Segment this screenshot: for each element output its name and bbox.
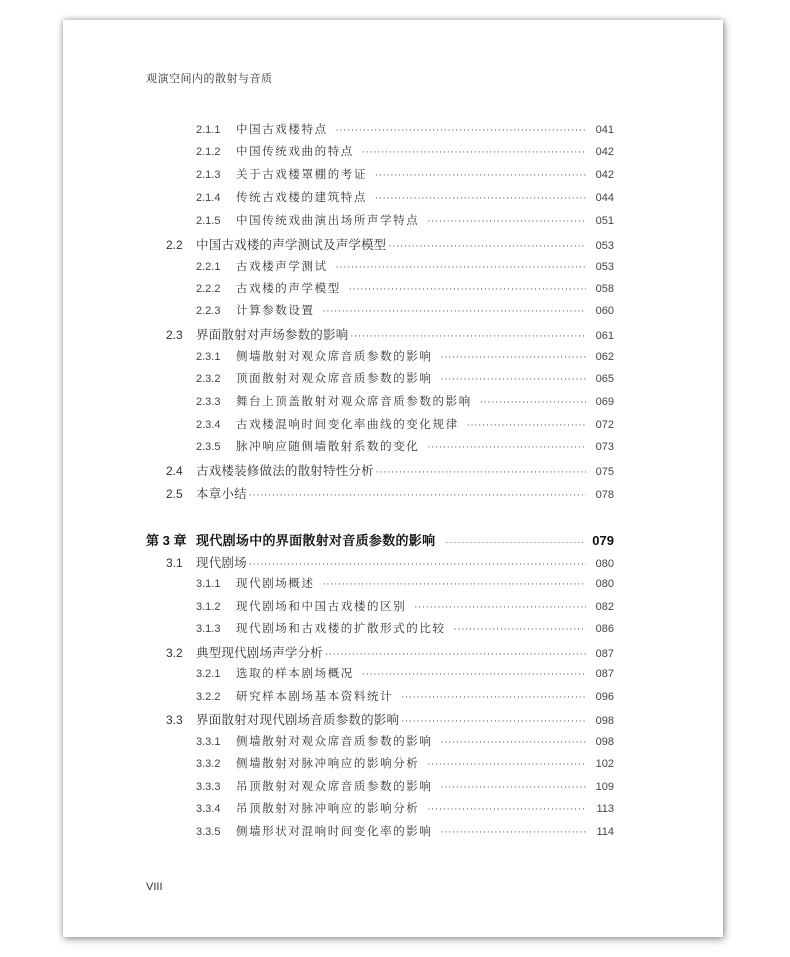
toc-entry-number: 2.3.1 (196, 351, 221, 363)
toc-section-entry[interactable] (166, 710, 614, 728)
toc-subsection-entry[interactable] (196, 665, 614, 681)
toc-subsection-entry[interactable] (196, 121, 614, 137)
toc-entry-title: 研究样本剧场基本资料统计 (236, 689, 394, 703)
toc-entry-title: 古戏楼声学测试 (236, 259, 328, 273)
toc-entry-page: 073 (595, 441, 614, 453)
toc-entry-page: 062 (595, 351, 614, 363)
running-head: 观演空间内的散射与音质 (146, 72, 273, 85)
toc-entry-page: 072 (595, 419, 614, 431)
dot-leader (323, 580, 586, 590)
toc-chapter-entry[interactable] (146, 530, 614, 549)
toc-entry-title: 关于古戏楼罩棚的考证 (236, 167, 367, 181)
toc-entry-number: 3.3.5 (196, 826, 221, 838)
toc-entry-title: 中国古戏楼的声学测试及声学模型 (196, 237, 387, 252)
toc-subsection-entry[interactable] (196, 688, 614, 704)
toc-entry-page: 078 (595, 489, 614, 501)
toc-entry-page: 113 (596, 803, 614, 815)
toc-entry-number: 3.1.3 (196, 623, 221, 635)
toc-entry-title: 古戏楼混响时间变化率曲线的变化规律 (236, 417, 459, 431)
dot-leader (454, 625, 586, 635)
toc-entry-title: 界面散射对声场参数的影响 (196, 327, 349, 342)
toc-entry-title: 现代剧场中的界面散射对音质参数的影响 (196, 533, 436, 548)
toc-entry-title: 计算参数设置 (236, 303, 315, 317)
toc-entry-number: 2.2.2 (196, 283, 221, 295)
toc-entry-title: 现代剧场 (196, 555, 247, 570)
toc-entry-page: 051 (595, 215, 614, 227)
toc-entry-number: 3.3.2 (196, 758, 221, 770)
toc-entry-title: 吊顶散射对观众席音质参数的影响 (236, 779, 433, 793)
toc-entry-page: 053 (595, 240, 614, 252)
toc-entry-number: 2.3 (166, 328, 183, 342)
toc-entry-number: 3.3.4 (196, 803, 221, 815)
dot-leader (441, 828, 587, 838)
toc-subsection-entry[interactable] (196, 302, 614, 318)
dot-leader (375, 171, 586, 181)
dot-leader (427, 443, 586, 453)
toc-entry-page: 087 (595, 668, 614, 680)
toc-entry-title: 现代剧场和中国古戏楼的区别 (236, 599, 407, 613)
toc-subsection-entry[interactable] (196, 212, 614, 228)
toc-entry-number: 3.1.1 (196, 578, 221, 590)
toc-entry-page: 058 (595, 283, 614, 295)
toc-entry-page: 114 (596, 826, 614, 838)
toc-entry-number: 3.1.2 (196, 601, 221, 613)
toc-entry-page: 041 (595, 124, 614, 136)
dot-leader (480, 398, 586, 408)
dot-leader (375, 194, 586, 204)
toc-subsection-entry[interactable] (196, 143, 614, 159)
dot-leader (441, 353, 587, 363)
toc-entry-number: 2.1.1 (196, 124, 221, 136)
toc-entry-number: 2.3.2 (196, 373, 221, 385)
dot-leader (362, 148, 586, 158)
toc-entry-number: 2.1.5 (196, 215, 221, 227)
dot-leader (389, 242, 586, 252)
toc-entry-page: 080 (595, 578, 614, 590)
toc-entry-title: 古戏楼的声学模型 (236, 281, 341, 295)
toc-entry-page: 082 (595, 601, 614, 613)
dot-leader (325, 650, 586, 660)
toc-entry-number: 3.1 (166, 556, 183, 570)
toc-entry-page: 109 (595, 781, 614, 793)
toc-entry-number: 2.5 (166, 487, 183, 501)
toc-entry-page: 065 (595, 373, 614, 385)
dot-leader (427, 217, 586, 227)
toc-subsection-entry[interactable] (196, 370, 614, 386)
toc-subsection-entry[interactable] (196, 823, 614, 839)
toc-entry-title: 吊顶散射对脉冲响应的影响分析 (236, 801, 420, 815)
dot-leader (323, 307, 586, 317)
toc-subsection-entry[interactable] (196, 438, 614, 454)
toc-entry-title: 古戏楼装修做法的散射特性分析 (196, 463, 374, 478)
toc-subsection-entry[interactable] (196, 258, 614, 274)
toc-entry-title: 舞台上顶盖散射对观众席音质参数的影响 (236, 394, 472, 408)
toc-entry-title: 现代剧场概述 (236, 576, 315, 590)
toc-entry-title: 脉冲响应随侧墙散射系数的变化 (236, 439, 420, 453)
dot-leader (414, 603, 586, 613)
toc-entry-title: 传统古戏楼的建筑特点 (236, 190, 367, 204)
dot-leader (336, 263, 586, 273)
toc-entry-page: 080 (595, 558, 614, 570)
toc-entry-page: 042 (595, 146, 614, 158)
toc-entry-number: 2.2.3 (196, 305, 221, 317)
dot-leader (427, 760, 586, 770)
toc-entry-title: 中国传统戏曲演出场所声学特点 (236, 213, 420, 227)
toc-entry-page: 044 (595, 192, 614, 204)
toc-entry-page: 060 (595, 305, 614, 317)
toc-entry-title: 中国古戏楼特点 (236, 122, 328, 136)
toc-entry-number: 3.3.3 (196, 781, 221, 793)
toc-entry-title: 选取的样本剧场概况 (236, 666, 354, 680)
toc-entry-page: 086 (595, 623, 614, 635)
toc-entry-number: 3.3.1 (196, 736, 221, 748)
toc-entry-number: 3.2.2 (196, 691, 221, 703)
toc-entry-title: 本章小结 (196, 486, 247, 501)
toc-entry-page: 102 (595, 758, 614, 770)
toc-entry-number: 2.2.1 (196, 261, 221, 273)
toc-entry-title: 典型现代剧场声学分析 (196, 645, 324, 660)
toc-entry-number: 2.2 (166, 238, 183, 252)
toc-subsection-entry[interactable] (196, 393, 614, 409)
toc-entry-number: 3.2.1 (196, 668, 221, 680)
toc-section-entry[interactable] (166, 553, 614, 571)
toc-entry-page: 096 (595, 691, 614, 703)
toc-section-entry[interactable] (166, 643, 614, 661)
toc-entry-page: 042 (595, 169, 614, 181)
toc-entry-title: 中国传统戏曲的特点 (236, 144, 354, 158)
toc-entry-title: 顶面散射对观众席音质参数的影响 (236, 371, 433, 385)
dot-leader (249, 560, 586, 570)
toc-section-entry[interactable] (166, 325, 614, 343)
toc-entry-number: 2.1.4 (196, 192, 221, 204)
dot-leader (336, 126, 586, 136)
toc-subsection-entry[interactable] (196, 733, 614, 749)
page-folio: VIII (146, 881, 163, 893)
toc-entry-page: 087 (595, 648, 614, 660)
toc-entry-number: 3.3 (166, 713, 183, 727)
toc-subsection-entry[interactable] (196, 416, 614, 432)
dot-leader (249, 491, 586, 501)
toc-subsection-entry[interactable] (196, 620, 614, 636)
dot-leader (350, 332, 586, 342)
dot-leader (376, 468, 586, 478)
toc-subsection-entry[interactable] (196, 280, 614, 296)
toc-section-entry[interactable] (166, 484, 614, 502)
toc-entry-title: 现代剧场和古戏楼的扩散形式的比较 (236, 621, 446, 635)
toc-entry-page: 069 (595, 396, 614, 408)
dot-leader (362, 670, 586, 680)
toc-entry-page: 075 (595, 466, 614, 478)
toc-subsection-entry[interactable] (196, 755, 614, 771)
toc-entry-title: 侧墙散射对脉冲响应的影响分析 (236, 756, 420, 770)
toc-subsection-entry[interactable] (196, 575, 614, 591)
toc-entry-page: 098 (595, 715, 614, 727)
toc-entry-page: 079 (592, 533, 614, 548)
toc-entry-title: 界面散射对现代剧场音质参数的影响 (196, 712, 400, 727)
toc-section-entry[interactable] (166, 461, 614, 479)
dot-leader (467, 421, 586, 431)
toc-subsection-entry[interactable] (196, 189, 614, 205)
toc-entry-title: 侧墙散射对观众席音质参数的影响 (236, 734, 433, 748)
dot-leader (445, 537, 586, 547)
dot-leader (441, 738, 587, 748)
toc-subsection-entry[interactable] (196, 800, 614, 816)
dot-leader (401, 693, 586, 703)
toc-entry-page: 098 (595, 736, 614, 748)
toc-entry-title: 侧墙形状对混响时间变化率的影响 (236, 824, 433, 838)
toc-subsection-entry[interactable] (196, 598, 614, 614)
toc-entry-number: 2.1.3 (196, 169, 221, 181)
toc-subsection-entry[interactable] (196, 166, 614, 182)
toc-entry-title: 侧墙散射对观众席音质参数的影响 (236, 349, 433, 363)
dot-leader (441, 783, 587, 793)
toc-entry-page: 061 (595, 330, 614, 342)
dot-leader (441, 375, 587, 385)
toc-entry-number: 2.1.2 (196, 146, 221, 158)
dot-leader (401, 717, 586, 727)
toc-subsection-entry[interactable] (196, 778, 614, 794)
toc-entry-number: 2.3.5 (196, 441, 221, 453)
toc-entry-number: 2.3.3 (196, 396, 221, 408)
toc-entry-number: 第 3 章 (146, 533, 187, 548)
toc-entry-number: 2.4 (166, 464, 183, 478)
toc-entry-number: 3.2 (166, 646, 183, 660)
toc-entry-page: 053 (595, 261, 614, 273)
toc-subsection-entry[interactable] (196, 348, 614, 364)
dot-leader (349, 285, 586, 295)
toc-entry-number: 2.3.4 (196, 419, 221, 431)
toc-section-entry[interactable] (166, 235, 614, 253)
dot-leader (427, 805, 586, 815)
